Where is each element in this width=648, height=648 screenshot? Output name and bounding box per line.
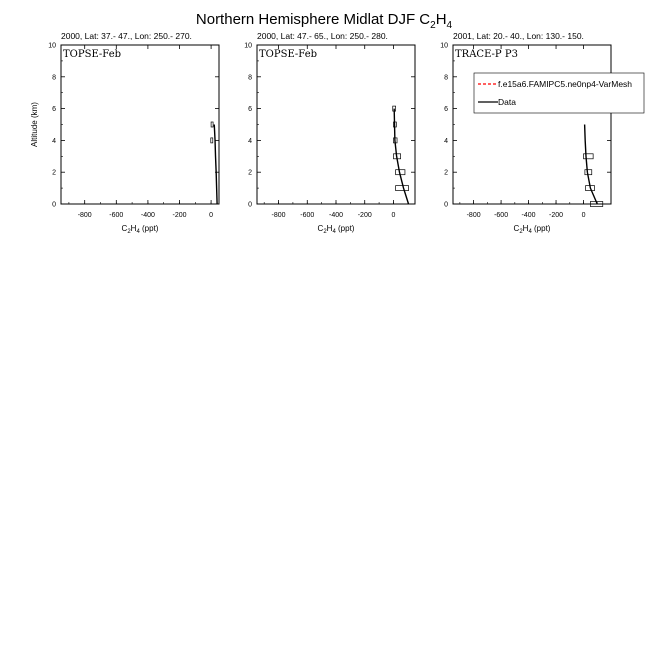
x-axis-label-part: H bbox=[326, 224, 333, 233]
x-tick-label: -400 bbox=[140, 212, 155, 219]
x-tick-label: -200 bbox=[357, 212, 372, 219]
x-tick-label: 0 bbox=[209, 212, 214, 219]
x-axis-label-part: 4 bbox=[528, 229, 532, 235]
x-tick-label: -600 bbox=[300, 212, 315, 219]
x-tick-label: -800 bbox=[466, 212, 481, 219]
x-axis-label-part: H bbox=[130, 224, 137, 233]
x-axis-label-part: (ppt) bbox=[531, 224, 551, 233]
x-tick-label: 0 bbox=[581, 212, 586, 219]
y-tick-label: 2 bbox=[444, 169, 448, 177]
plot-frame bbox=[257, 45, 415, 204]
panel-label: TRACE-P P3 bbox=[455, 49, 518, 60]
y-tick-label: 2 bbox=[248, 169, 252, 177]
figure-title: Northern Hemisphere Midlat DJF $C_2H_4$ bbox=[195, 11, 453, 31]
y-tick-label: 8 bbox=[444, 74, 448, 82]
range-box bbox=[211, 138, 213, 143]
x-axis-label-part: C bbox=[317, 224, 324, 233]
x-tick-label: -600 bbox=[494, 212, 509, 219]
panel-subtitle: 2000, Lat: 47.- 65., Lon: 250.- 280. bbox=[257, 31, 388, 41]
panel-1 bbox=[30, 31, 219, 235]
y-tick-label: 0 bbox=[248, 201, 252, 209]
y-tick-label: 0 bbox=[444, 201, 448, 209]
x-axis-label-part: 2 bbox=[127, 229, 131, 235]
y-tick-label: 10 bbox=[440, 42, 448, 50]
range-box bbox=[584, 154, 594, 159]
x-tick-label: -600 bbox=[109, 212, 124, 219]
x-tick-label: -200 bbox=[172, 212, 187, 219]
legend-label: Data bbox=[498, 97, 516, 107]
legend-label: f.e15a6.FAMIPC5.ne0np4-VarMesh bbox=[498, 79, 633, 89]
plot-frame bbox=[61, 45, 219, 204]
y-tick-label: 0 bbox=[52, 201, 56, 209]
panel-subtitle: 2000, Lat: 37.- 47., Lon: 250.- 270. bbox=[61, 31, 192, 41]
y-tick-label: 10 bbox=[244, 42, 252, 50]
legend bbox=[474, 73, 644, 113]
y-tick-label: 2 bbox=[52, 169, 56, 177]
x-axis-label-part: 2 bbox=[519, 229, 523, 235]
y-tick-label: 4 bbox=[444, 137, 448, 145]
series-line-data bbox=[214, 125, 217, 205]
range-box bbox=[396, 186, 409, 191]
panel-subtitle: 2001, Lat: 20.- 40., Lon: 130.- 150. bbox=[453, 31, 584, 41]
panel-3 bbox=[440, 31, 644, 235]
x-axis-label bbox=[514, 224, 551, 235]
y-tick-label: 4 bbox=[52, 137, 56, 145]
x-axis-label-part: 4 bbox=[136, 229, 140, 235]
y-tick-label: 8 bbox=[248, 74, 252, 82]
x-axis-label-part: C bbox=[513, 224, 520, 233]
y-tick-label: 4 bbox=[248, 137, 252, 145]
x-axis-label-part: 2 bbox=[323, 229, 327, 235]
y-axis-label: Altitude (km) bbox=[30, 102, 39, 147]
x-axis-label-part: (ppt) bbox=[139, 224, 159, 233]
x-tick-label: -400 bbox=[328, 212, 344, 219]
panel-label: TOPSE-Feb bbox=[259, 49, 318, 60]
x-tick-label: -800 bbox=[77, 212, 92, 219]
panels bbox=[30, 31, 644, 235]
plot-frame bbox=[453, 45, 611, 204]
panel-2 bbox=[244, 31, 415, 235]
x-tick-label: -800 bbox=[271, 212, 286, 219]
x-axis-label-part: (ppt) bbox=[335, 224, 355, 233]
x-axis-label-part: C bbox=[121, 224, 128, 233]
x-tick-label: 0 bbox=[391, 212, 396, 219]
x-tick-label: -400 bbox=[521, 212, 536, 219]
x-tick-label: -200 bbox=[549, 212, 564, 219]
y-tick-label: 6 bbox=[52, 106, 56, 114]
x-axis-label-part: H bbox=[522, 224, 529, 233]
y-tick-label: 10 bbox=[48, 42, 56, 50]
x-axis-label bbox=[318, 224, 355, 235]
y-tick-label: 8 bbox=[52, 74, 56, 82]
y-tick-label: 6 bbox=[444, 106, 448, 114]
x-axis-label-part: 4 bbox=[332, 229, 336, 235]
range-box bbox=[211, 122, 213, 127]
x-axis-label bbox=[122, 224, 159, 235]
panel-label: TOPSE-Feb bbox=[63, 49, 122, 60]
series-line-data bbox=[585, 125, 598, 205]
y-tick-label: 6 bbox=[248, 106, 252, 114]
